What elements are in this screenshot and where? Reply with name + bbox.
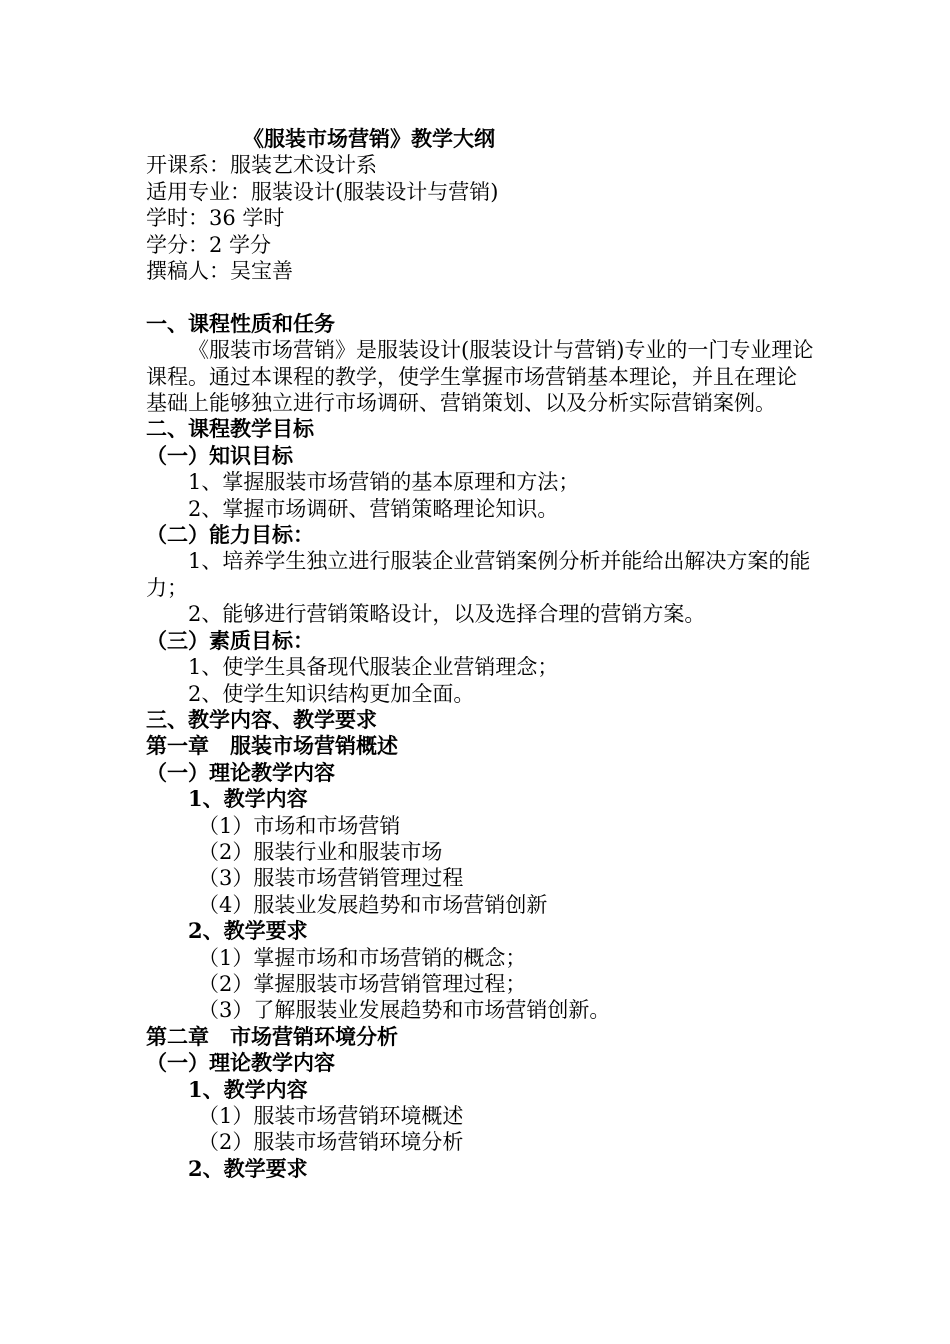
course-nature-paragraph: 《服装市场营销》是服装设计(服装设计与营销)专业的一门专业理论课程。通过本课程的教学，使学生掌握市场营销基本理论，并且在理论基础上能够独立进行市场调研、营销策划、以及分析实际营销案例。 bbox=[146, 338, 814, 416]
spacer bbox=[146, 284, 814, 310]
chapter-heading-1: 第一章 服装市场营销概述 bbox=[146, 733, 398, 759]
list-item: （3）了解服装业发展趋势和市场营销创新。 bbox=[198, 998, 611, 1023]
list-item: （3）服装市场营销管理过程 bbox=[198, 866, 464, 891]
list-item: （2）掌握服装市场营销管理过程； bbox=[198, 971, 527, 996]
chapter-heading-2: 第二章 市场营销环境分析 bbox=[146, 1023, 398, 1049]
document-content bbox=[146, 126, 814, 1182]
list-item: （1）市场和市场营销 bbox=[198, 813, 401, 838]
department-line: 开课系：服装艺术设计系 bbox=[146, 153, 377, 178]
list-item: （4）服装业发展趋势和市场营销创新 bbox=[198, 892, 548, 917]
subheading-theory-content: （一）理论教学内容 bbox=[146, 1050, 335, 1076]
list-item: 1、培养学生独立进行服装企业营销案例分析并能给出解决方案的能力； bbox=[146, 549, 811, 600]
author-line: 撰稿人：吴宝善 bbox=[146, 259, 293, 284]
list-item: （2）服装市场营销环境分析 bbox=[198, 1130, 464, 1155]
subheading-content: 1、教学内容 bbox=[188, 786, 308, 812]
document-title: 《服装市场营销》教学大纲 bbox=[243, 126, 495, 151]
list-item: 1、掌握服装市场营销的基本原理和方法； bbox=[188, 470, 580, 495]
list-item: （1）服装市场营销环境概述 bbox=[198, 1104, 464, 1129]
subheading-content: 1、教学内容 bbox=[188, 1076, 308, 1102]
list-item: 2、能够进行营销策略设计，以及选择合理的营销方案。 bbox=[188, 602, 706, 627]
section-heading-teaching-content: 三、教学内容、教学要求 bbox=[146, 706, 377, 732]
subheading-ability-goals: （二）能力目标： bbox=[146, 522, 314, 548]
list-item: （1）掌握市场和市场营销的概念； bbox=[198, 945, 527, 970]
subheading-knowledge-goals: （一）知识目标 bbox=[146, 442, 293, 468]
credits-line: 学分：2 学分 bbox=[146, 232, 272, 257]
major-line: 适用专业：服装设计(服装设计与营销) bbox=[146, 179, 499, 204]
list-item: 1、使学生具备现代服装企业营销理念； bbox=[188, 655, 559, 680]
list-item: 2、掌握市场调研、营销策略理论知识。 bbox=[188, 496, 559, 521]
section-heading-objectives: 二、课程教学目标 bbox=[146, 416, 314, 442]
hours-line: 学时：36 学时 bbox=[146, 206, 285, 231]
subheading-requirements: 2、教学要求 bbox=[188, 918, 308, 944]
subheading-requirements: 2、教学要求 bbox=[188, 1155, 308, 1181]
subheading-theory-content: （一）理论教学内容 bbox=[146, 759, 335, 785]
list-item: （2）服装行业和服装市场 bbox=[198, 839, 443, 864]
subheading-quality-goals: （三）素质目标： bbox=[146, 627, 314, 653]
section-heading-course-nature: 一、课程性质和任务 bbox=[146, 310, 335, 336]
list-item: 2、使学生知识结构更加全面。 bbox=[188, 681, 475, 706]
